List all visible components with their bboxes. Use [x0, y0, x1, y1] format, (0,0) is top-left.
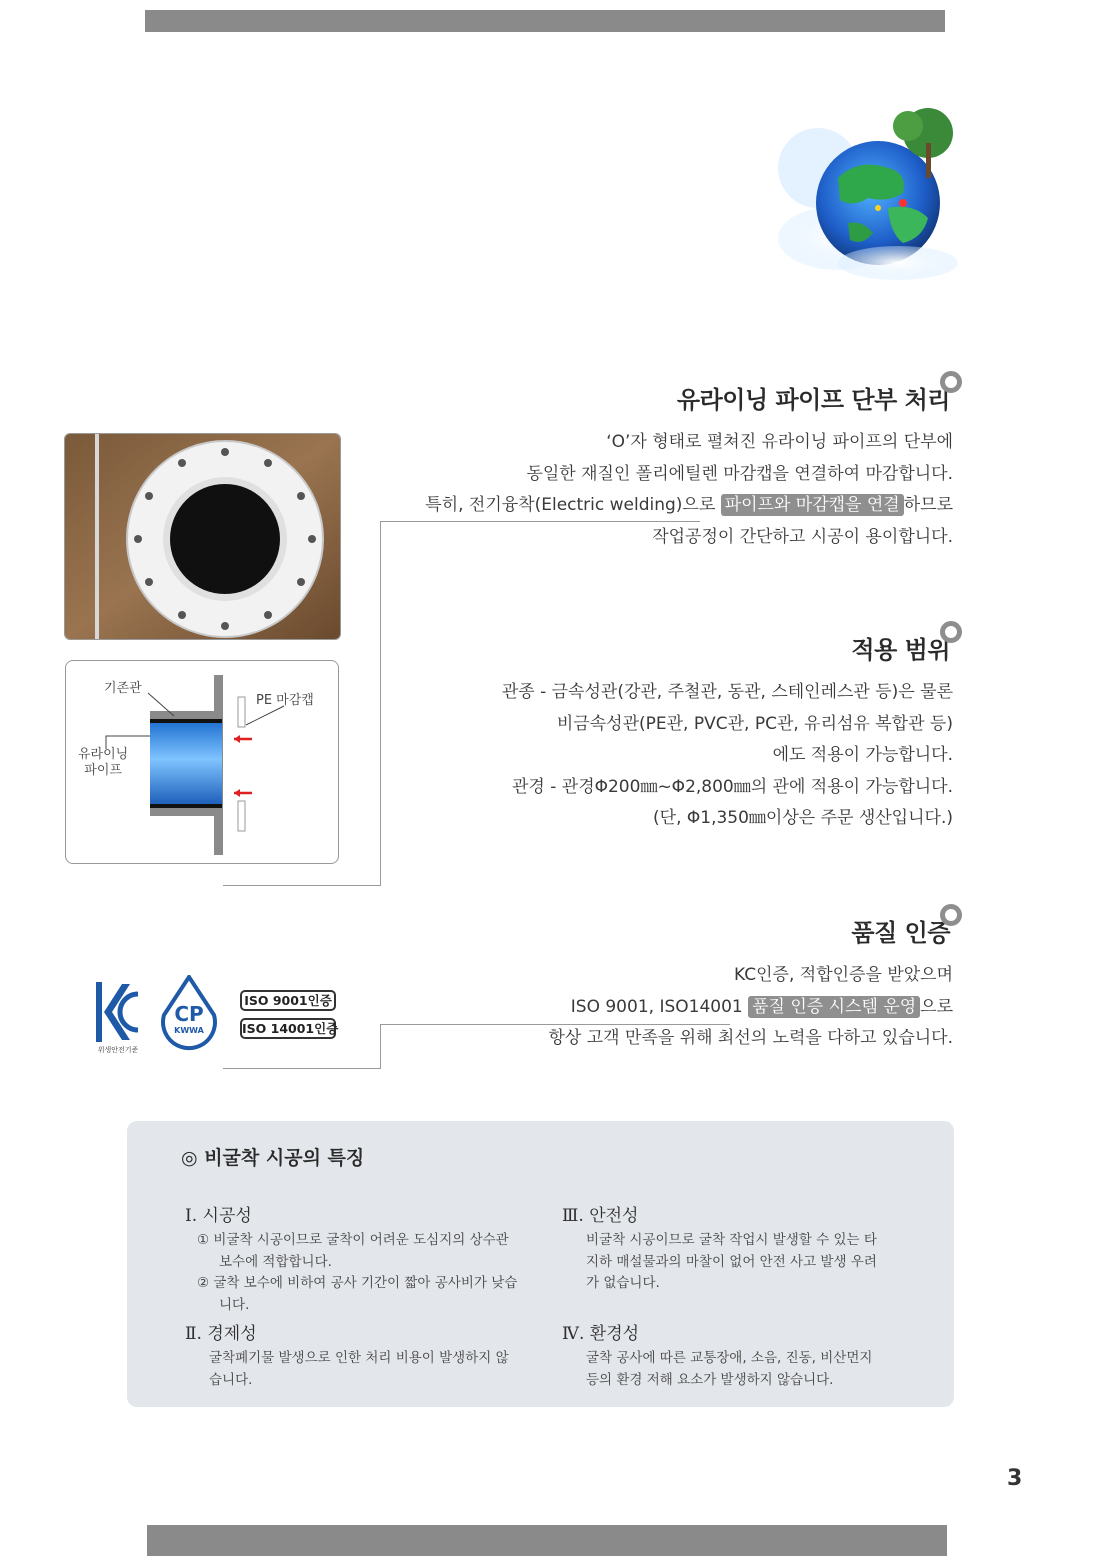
- label-pe-cap: PE 마감캡: [256, 693, 314, 708]
- features-title: ◎ 비굴착 시공의 특징: [181, 1147, 365, 1169]
- label-liner-pipe: 유라이닝 파이프: [78, 747, 129, 778]
- section-title-end-treatment: 유라이닝 파이프 단부 처리: [677, 380, 950, 415]
- highlight-text: 파이프와 마감캡을 연결: [721, 494, 904, 516]
- label-existing-pipe: 기존관: [104, 681, 142, 696]
- connector-line: [380, 521, 700, 522]
- connector-line: [223, 1068, 381, 1069]
- page-number: 3: [1007, 1466, 1023, 1491]
- cp-kwwa-logo: [158, 975, 220, 1051]
- kc-certification-logo: [94, 980, 142, 1056]
- ring-icon: [940, 621, 962, 643]
- iso-9001-badge: ISO 9001인증: [240, 990, 336, 1011]
- section-body-scope: 관종 - 금속성관(강관, 주철관, 동관, 스테인레스관 등)은 물론 비금속성관(PE관, PVC관, PC관, 유리섬유 복합관 등) 에도 적용이 가능합니다. 관경 - 관경Φ200㎜~Φ2,800㎜의 관에 적용이 가능합니다. (단, Φ1,350㎜이상은 주문 생산입니다.): [501, 682, 953, 828]
- section-title-scope: 적용 범위: [851, 630, 950, 665]
- ring-icon: [940, 371, 962, 393]
- feature-environment: Ⅳ. 환경성 굴착 공사에 따른 교통장애, 소음, 진동, 비산먼지 등의 환경 저해 요소가 발생하지 않습니다.: [562, 1324, 873, 1388]
- connector-line: [380, 521, 381, 886]
- kc-caption: 위생안전기준: [97, 1046, 139, 1054]
- cp-sub-text: KWWA: [174, 1026, 204, 1035]
- connector-line: [380, 1024, 381, 1069]
- section-body-end-treatment: ‘O’자 형태로 펼쳐진 유라이닝 파이프의 단부에 동일한 재질인 폴리에틸렌 마감캡을 연결하여 마감합니다. 특히, 전기융착(Electric welding)으로 파이프와 마감캡을 연결 하므로 작업공정이 간단하고 시공이 용이합니다.: [425, 432, 953, 547]
- connector-line: [380, 1024, 730, 1025]
- cp-text: CP: [174, 1002, 204, 1026]
- ring-icon: [940, 904, 962, 926]
- features-panel: [127, 1121, 954, 1407]
- iso-14001-badge: ISO 14001인증: [240, 1018, 336, 1039]
- globe-illustration: [778, 108, 958, 280]
- connector-line: [223, 885, 381, 886]
- feature-economy: Ⅱ. 경제성 굴착폐기물 발생으로 인한 처리 비용이 발생하지 않습니다.: [185, 1324, 509, 1388]
- highlight-text: 품질 인증 시스템 운영: [748, 996, 920, 1018]
- end-cap-diagram: [65, 660, 339, 864]
- feature-safety: Ⅲ. 안전성 비굴착 시공이므로 굴착 작업시 발생할 수 있는 타지하 매설물과의 마찰이 없어 안전 사고 발생 우려가 없습니다.: [562, 1206, 877, 1291]
- section-body-quality: KC인증, 적합인증을 받았으며 ISO 9001, ISO14001 품질 인증 시스템 운영 으로 항상 고객 만족을 위해 최선의 노력을 다하고 있습니다.: [548, 965, 953, 1048]
- pipe-end-photo: [64, 433, 341, 640]
- top-bar: [145, 10, 945, 32]
- feature-constructability: Ⅰ. 시공성 ① 비굴착 시공이므로 굴착이 어려운 도심지의 상수관 보수에 적합합니다. ② 굴착 보수에 비하여 공사 기간이 짧아 공사비가 낮습니다.: [185, 1206, 518, 1313]
- bottom-bar: [147, 1525, 947, 1556]
- section-title-quality: 품질 인증: [851, 913, 950, 948]
